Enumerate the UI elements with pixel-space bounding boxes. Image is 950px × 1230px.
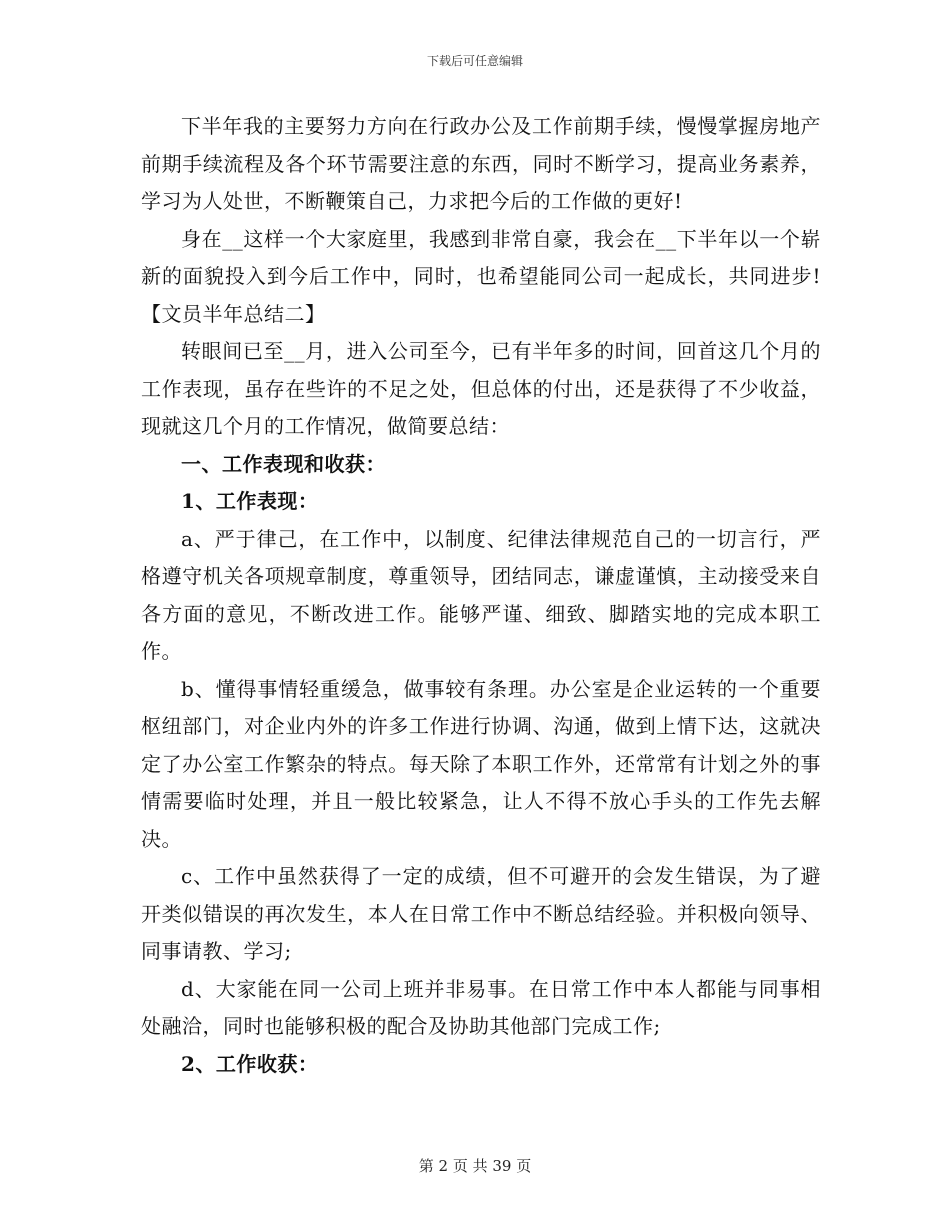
paragraph-intro-summary: 转眼间已至__月，进入公司至今，已有半年多的时间，回首这几个月的工作表现，虽存在些许的不足之处，但总体的付出，还是获得了不少收益，现就这几个月的工作情况，做简要总结： (141, 339, 821, 438)
paragraph-item-d: d、大家能在同一公司上班并非易事。在日常工作中本人都能与同事相处融洽，同时也能够积极的配合及协助其他部门完成工作; (141, 976, 821, 1038)
page-footer: 第 2 页 共 39 页 (418, 1157, 532, 1175)
paragraph-company-family: 身在__这样一个大家庭里，我感到非常自豪，我会在__下半年以一个崭新的面貌投入到今后工作中，同时，也希望能同公司一起成长，共同进步!【文员半年总结二】 (141, 226, 821, 326)
paragraph-second-half-focus: 下半年我的主要努力方向在行政办公及工作前期手续，慢慢掌握房地产前期手续流程及各个环节需要注意的东西，同时不断学习，提高业务素养，学习为人处世，不断鞭策自己，力求把今后的工作做的更好! (141, 114, 821, 213)
heading-work-gains: 2、工作收获： (181, 1051, 319, 1076)
paragraph-item-b: b、懂得事情轻重缓急，做事较有条理。办公室是企业运转的一个重要枢纽部门，对企业内外的许多工作进行协调、沟通，做到上情下达，这就决定了办公室工作繁杂的特点。每天除了本职工作外，还常常有计划之外的事情需要临时处理，并且一般比较紧急，让人不得不放心手头的工作先去解决。 (141, 676, 821, 851)
page-header: 下载后可任意编辑 (426, 54, 523, 68)
heading-work-performance: 1、工作表现： (181, 489, 319, 513)
paragraph-item-a: a、严于律己，在工作中，以制度、纪律法律规范自己的一切言行，严格遵守机关各项规章制度，尊重领导，团结同志，谦虚谨慎，主动接受来自各方面的意见，不断改进工作。能够严谨、细致、脚踏实地的完成本职工作。 (141, 526, 821, 663)
document-body (141, 108, 821, 1083)
paragraph-item-c: c、工作中虽然获得了一定的成绩，但不可避开的会发生错误，为了避开类似错误的再次发生，本人在日常工作中不断总结经验。并积极向领导、同事请教、学习; (141, 864, 821, 963)
heading-work-performance-and-gains: 一、工作表现和收获： (181, 451, 386, 476)
